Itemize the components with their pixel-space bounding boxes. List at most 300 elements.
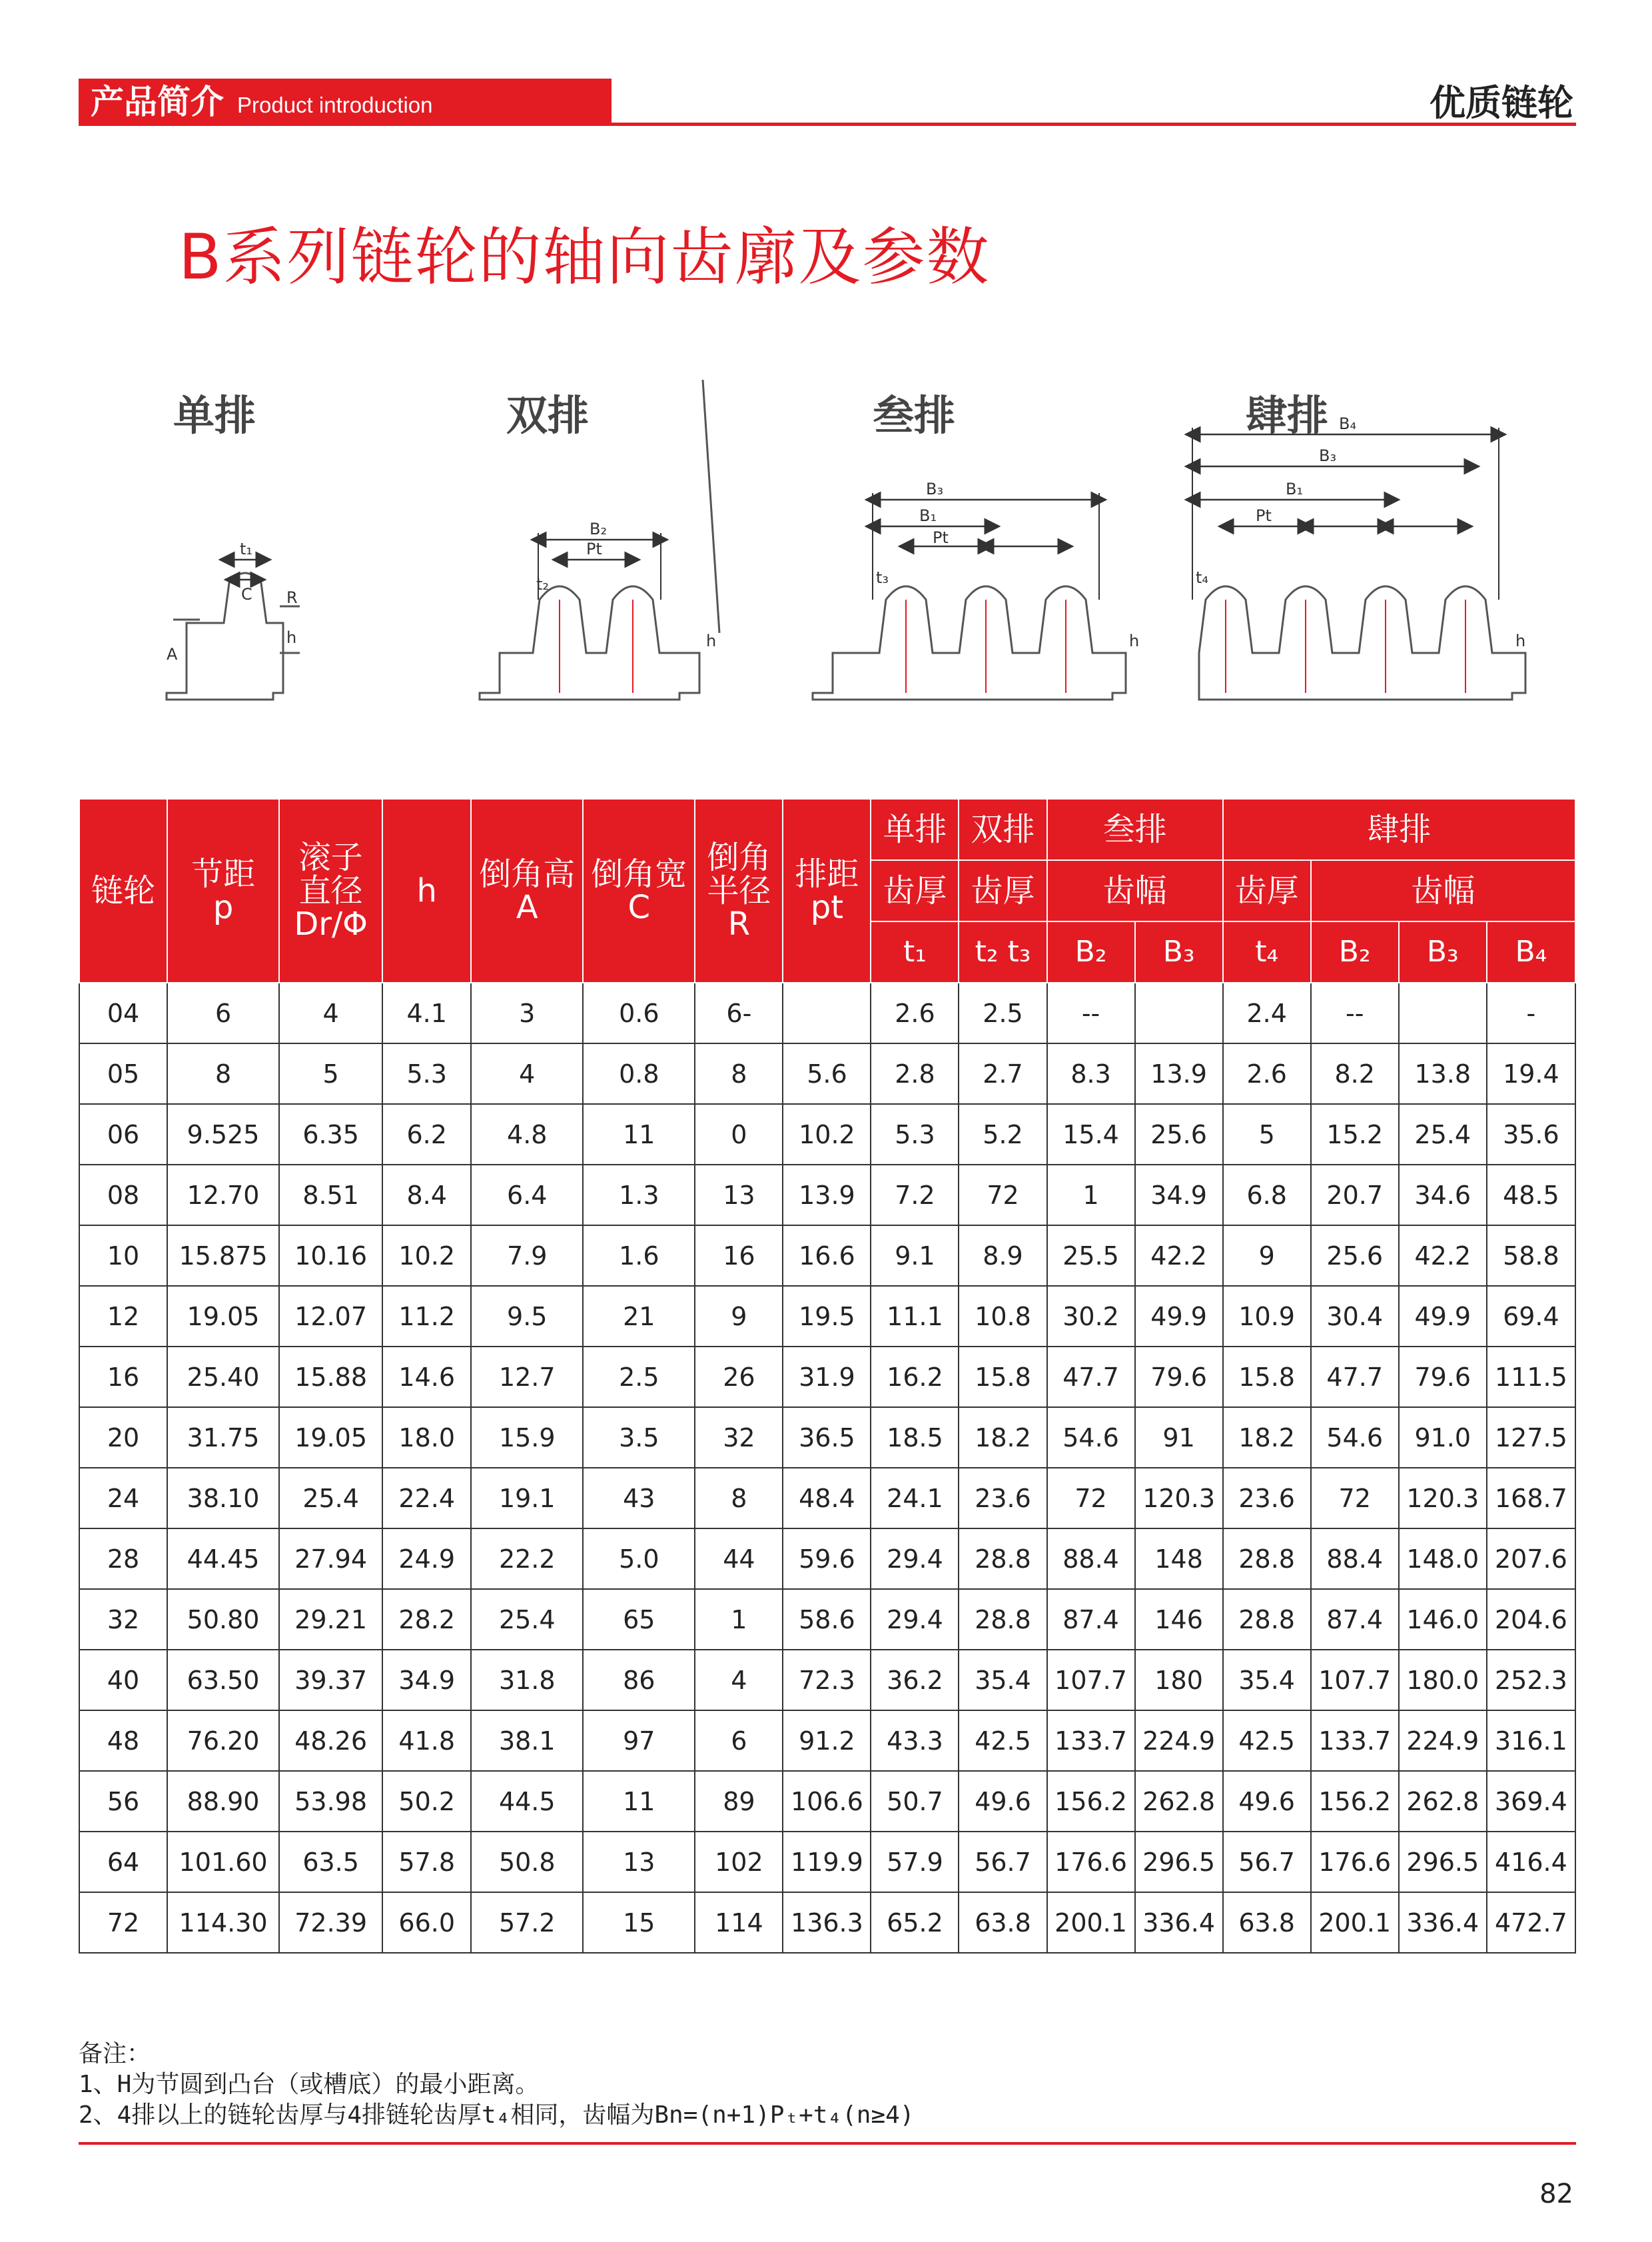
table-cell: 48.4 [783, 1468, 871, 1528]
diagram-label-quad: 肆排 [1246, 391, 1329, 440]
table-cell: 7.2 [871, 1165, 959, 1225]
table-cell: 3.5 [583, 1407, 695, 1468]
table-cell: 69.4 [1487, 1286, 1575, 1347]
table-cell: 24.1 [871, 1468, 959, 1528]
table-cell: 28.8 [1223, 1589, 1311, 1650]
table-cell: 4.1 [382, 983, 471, 1043]
table-cell: 44 [695, 1528, 783, 1589]
table-cell: 88.4 [1047, 1528, 1135, 1589]
quad-pt-label: Pt [1256, 506, 1272, 525]
table-row [79, 1407, 1575, 1468]
table-cell: 9.1 [871, 1225, 959, 1286]
table-cell: 10.2 [382, 1225, 471, 1286]
table-cell: 8.9 [959, 1225, 1046, 1286]
table-row [79, 1771, 1575, 1832]
table-cell: 23.6 [1223, 1468, 1311, 1528]
table-cell: 6 [695, 1710, 783, 1771]
table-cell: 63.50 [167, 1650, 279, 1710]
table-cell: 1.3 [583, 1165, 695, 1225]
table-cell: 31.75 [167, 1407, 279, 1468]
col-header-chamfer-height: 倒角高 A [471, 799, 583, 983]
table-cell: 97 [583, 1710, 695, 1771]
table-cell: 224.9 [1399, 1710, 1487, 1771]
table-cell: 30.4 [1311, 1286, 1399, 1347]
col-header-chamfer-radius: 倒角 半径 R [695, 799, 783, 983]
table-cell: 11 [583, 1771, 695, 1832]
table-cell: 64 [79, 1832, 167, 1892]
table-cell: 58.6 [783, 1589, 871, 1650]
col-header-t1: t₁ [871, 921, 959, 983]
table-cell: 114.30 [167, 1892, 279, 1953]
col-header-quad-b2: B₂ [1311, 921, 1399, 983]
table-cell: 10.2 [783, 1104, 871, 1165]
table-cell: 11 [583, 1104, 695, 1165]
col-header-quad: 肆排 [1223, 799, 1575, 860]
table-cell: 41.8 [382, 1710, 471, 1771]
table-cell: 28 [79, 1528, 167, 1589]
table-cell: 472.7 [1487, 1892, 1575, 1953]
table-cell: 6- [695, 983, 783, 1043]
table-cell: 10.9 [1223, 1286, 1311, 1347]
table-cell: 10 [79, 1225, 167, 1286]
table-cell: 31.8 [471, 1650, 583, 1710]
single-c-label: C [241, 585, 252, 604]
col-header-thickness-1: 齿厚 [871, 860, 959, 921]
table-cell: 6.8 [1223, 1165, 1311, 1225]
table-cell: 48 [79, 1710, 167, 1771]
table-cell: 49.6 [959, 1771, 1046, 1832]
table-cell: 5 [279, 1043, 382, 1104]
table-row [79, 1286, 1575, 1347]
col-header-width-quad: 齿幅 [1311, 860, 1575, 921]
table-cell: 107.7 [1047, 1650, 1135, 1710]
table-cell: 04 [79, 983, 167, 1043]
table-cell: 101.60 [167, 1832, 279, 1892]
table-row [79, 1347, 1575, 1407]
table-cell: 88.4 [1311, 1528, 1399, 1589]
table-cell: 42.5 [1223, 1710, 1311, 1771]
col-header-t4: t₄ [1223, 921, 1311, 983]
table-cell: 200.1 [1311, 1892, 1399, 1953]
table-cell: 2.5 [583, 1347, 695, 1407]
triple-t-label: t₃ [876, 568, 889, 587]
table-cell: 18.2 [959, 1407, 1046, 1468]
table-cell: 56.7 [1223, 1832, 1311, 1892]
table-cell: 72.39 [279, 1892, 382, 1953]
col-header-quad-b4: B₄ [1487, 921, 1575, 983]
table-cell: 58.8 [1487, 1225, 1575, 1286]
table-cell: 49.6 [1223, 1771, 1311, 1832]
table-cell: 16 [695, 1225, 783, 1286]
col-header-quad-b3: B₃ [1399, 921, 1487, 983]
table-cell: 87.4 [1311, 1589, 1399, 1650]
col-header-width-triple: 齿幅 [1047, 860, 1223, 921]
quad-t-label: t₄ [1196, 568, 1209, 587]
table-cell: 25.4 [1399, 1104, 1487, 1165]
col-header-thickness-2: 齿厚 [959, 860, 1046, 921]
table-cell: 38.10 [167, 1468, 279, 1528]
table-cell: 9.5 [471, 1286, 583, 1347]
table-cell: 31.9 [783, 1347, 871, 1407]
table-cell: 89 [695, 1771, 783, 1832]
table-cell: 25.40 [167, 1347, 279, 1407]
table-cell: 06 [79, 1104, 167, 1165]
table-cell: 146.0 [1399, 1589, 1487, 1650]
table-cell: 72 [1311, 1468, 1399, 1528]
table-cell: 252.3 [1487, 1650, 1575, 1710]
table-cell: 91 [1135, 1407, 1223, 1468]
table-cell: 29.4 [871, 1528, 959, 1589]
double-pt-label: Pt [586, 540, 602, 558]
sprocket-parameter-table [79, 798, 1576, 1954]
table-cell: 39.37 [279, 1650, 382, 1710]
table-cell: 156.2 [1311, 1771, 1399, 1832]
diagram-label-single: 单排 [173, 391, 256, 440]
single-r-label: R [286, 588, 298, 607]
table-cell: 19.4 [1487, 1043, 1575, 1104]
table-cell: 79.6 [1399, 1347, 1487, 1407]
table-cell: 16.2 [871, 1347, 959, 1407]
diagram-label-double: 双排 [506, 391, 590, 440]
table-cell: 6 [167, 983, 279, 1043]
table-cell: 15.8 [959, 1347, 1046, 1407]
table-cell: 8.51 [279, 1165, 382, 1225]
table-cell: 8 [695, 1043, 783, 1104]
double-b2-label: B₂ [590, 520, 608, 538]
table-cell: 5.3 [382, 1043, 471, 1104]
table-cell: 19.05 [279, 1407, 382, 1468]
table-cell: 180 [1135, 1650, 1223, 1710]
table-cell: 127.5 [1487, 1407, 1575, 1468]
table-row [79, 1892, 1575, 1953]
table-cell: 56 [79, 1771, 167, 1832]
table-cell: 28.2 [382, 1589, 471, 1650]
table-cell: 19.5 [783, 1286, 871, 1347]
table-cell: 57.9 [871, 1832, 959, 1892]
table-cell: 18.5 [871, 1407, 959, 1468]
table-cell: 34.9 [1135, 1165, 1223, 1225]
table-cell: 1.6 [583, 1225, 695, 1286]
table-cell: 72 [79, 1892, 167, 1953]
double-t-label: t₂ [536, 575, 550, 594]
table-cell: 111.5 [1487, 1347, 1575, 1407]
header-title-cn: 产品简介 [91, 83, 224, 121]
table-cell: 42.2 [1135, 1225, 1223, 1286]
table-cell: 11.1 [871, 1286, 959, 1347]
table-cell: 5.6 [783, 1043, 871, 1104]
table-cell: 86 [583, 1650, 695, 1710]
table-cell: 0 [695, 1104, 783, 1165]
table-cell: 50.80 [167, 1589, 279, 1650]
quad-b3-label: B₃ [1319, 446, 1337, 465]
table-cell: 2.5 [959, 983, 1046, 1043]
col-header-thickness-4: 齿厚 [1223, 860, 1311, 921]
table-cell: 25.4 [471, 1589, 583, 1650]
single-t1-label: t₁ [240, 540, 253, 558]
double-h-label: h [706, 632, 717, 650]
table-cell [1399, 983, 1487, 1043]
table-cell: 91.0 [1399, 1407, 1487, 1468]
table-cell: 13.8 [1399, 1043, 1487, 1104]
table-cell: 63.5 [279, 1832, 382, 1892]
table-cell: 18.0 [382, 1407, 471, 1468]
table-cell: 207.6 [1487, 1528, 1575, 1589]
table-cell: 72 [959, 1165, 1046, 1225]
table-cell: 136.3 [783, 1892, 871, 1953]
table-cell: 8.2 [1311, 1043, 1399, 1104]
table-cell: 25.6 [1135, 1104, 1223, 1165]
table-row [79, 1710, 1575, 1771]
table-cell: 26 [695, 1347, 783, 1407]
table-cell: 43 [583, 1468, 695, 1528]
table-cell: 15.8 [1223, 1347, 1311, 1407]
table-cell: 1 [1047, 1165, 1135, 1225]
table-cell: 91.2 [783, 1710, 871, 1771]
table-cell: 42.2 [1399, 1225, 1487, 1286]
tooth-profile-diagrams [147, 380, 1532, 753]
col-header-triple: 叁排 [1047, 799, 1223, 860]
header-title-en: Product introduction [237, 93, 433, 117]
table-cell: 35.4 [1223, 1650, 1311, 1710]
table-cell: 48.5 [1487, 1165, 1575, 1225]
table-cell: 296.5 [1399, 1832, 1487, 1892]
table-cell: 13.9 [783, 1165, 871, 1225]
table-row [79, 1104, 1575, 1165]
table-cell: 28.8 [1223, 1528, 1311, 1589]
table-cell: 48.26 [279, 1710, 382, 1771]
col-header-single: 单排 [871, 799, 959, 860]
double-row-profile [480, 586, 699, 700]
table-cell: 200.1 [1047, 1892, 1135, 1953]
table-cell: 35.4 [959, 1650, 1046, 1710]
table-cell: 316.1 [1487, 1710, 1575, 1771]
table-cell: 10.16 [279, 1225, 382, 1286]
table-row [79, 1468, 1575, 1528]
table-cell: 32 [695, 1407, 783, 1468]
table-cell: 12 [79, 1286, 167, 1347]
table-cell: 262.8 [1399, 1771, 1487, 1832]
page-title: B系列链轮的轴向齿廓及参数 [179, 221, 991, 294]
table-row [79, 1225, 1575, 1286]
table-cell: 12.7 [471, 1347, 583, 1407]
table-cell: 29.4 [871, 1589, 959, 1650]
triple-b3-label: B₃ [926, 480, 944, 498]
col-header-pitch: 节距 p [167, 799, 279, 983]
table-cell: 7.9 [471, 1225, 583, 1286]
triple-h-label: h [1129, 632, 1140, 650]
table-cell: 10.8 [959, 1286, 1046, 1347]
table-cell: 9 [695, 1286, 783, 1347]
table-cell: 12.07 [279, 1286, 382, 1347]
table-cell: 4.8 [471, 1104, 583, 1165]
table-cell: 6.35 [279, 1104, 382, 1165]
table-cell: - [1487, 983, 1575, 1043]
table-cell: 63.8 [959, 1892, 1046, 1953]
table-row [79, 983, 1575, 1043]
table-cell: 36.5 [783, 1407, 871, 1468]
table-cell: 25.5 [1047, 1225, 1135, 1286]
table-cell: 2.6 [871, 983, 959, 1043]
table-cell: 54.6 [1311, 1407, 1399, 1468]
table-row [79, 1165, 1575, 1225]
table-cell: 34.9 [382, 1650, 471, 1710]
table-cell: 49.9 [1135, 1286, 1223, 1347]
table-cell: 3 [471, 983, 583, 1043]
table-cell: 43.3 [871, 1710, 959, 1771]
table-cell: 42.5 [959, 1710, 1046, 1771]
table-cell: 120.3 [1399, 1468, 1487, 1528]
notes-title: 备注： [79, 2040, 151, 2067]
table-cell: 6.2 [382, 1104, 471, 1165]
header-divider [79, 123, 1576, 126]
table-cell: 11.2 [382, 1286, 471, 1347]
quad-b4-label: B₄ [1339, 414, 1357, 433]
table-cell: 24 [79, 1468, 167, 1528]
table-cell: 15.2 [1311, 1104, 1399, 1165]
table-cell: 336.4 [1399, 1892, 1487, 1953]
table-cell: 6.4 [471, 1165, 583, 1225]
col-header-double: 双排 [959, 799, 1046, 860]
table-cell: 25.4 [279, 1468, 382, 1528]
diagram-label-triple: 叁排 [873, 391, 956, 440]
table-cell: 8.3 [1047, 1043, 1135, 1104]
table-cell: 57.8 [382, 1832, 471, 1892]
table-cell: 29.21 [279, 1589, 382, 1650]
table-cell: 224.9 [1135, 1710, 1223, 1771]
table-cell: 9 [1223, 1225, 1311, 1286]
table-cell: 2.8 [871, 1043, 959, 1104]
table-cell: 50.2 [382, 1771, 471, 1832]
table-cell: 50.7 [871, 1771, 959, 1832]
table-cell: 59.6 [783, 1528, 871, 1589]
table-cell: 65.2 [871, 1892, 959, 1953]
table-cell: 9.525 [167, 1104, 279, 1165]
table-cell: 88.90 [167, 1771, 279, 1832]
table-row [79, 1650, 1575, 1710]
single-row-profile [167, 573, 283, 700]
table-cell: 28.8 [959, 1528, 1046, 1589]
col-header-row-pitch: 排距 pt [783, 799, 871, 983]
table-cell: 24.9 [382, 1528, 471, 1589]
table-cell: 66.0 [382, 1892, 471, 1953]
table-cell: 72.3 [783, 1650, 871, 1710]
table-cell: 47.7 [1047, 1347, 1135, 1407]
table-cell: 5.3 [871, 1104, 959, 1165]
table-cell [783, 983, 871, 1043]
table-cell: 57.2 [471, 1892, 583, 1953]
table-cell: 336.4 [1135, 1892, 1223, 1953]
table-cell: 38.1 [471, 1710, 583, 1771]
page-number: 82 [1539, 2179, 1573, 2209]
table-cell: 15.9 [471, 1407, 583, 1468]
table-cell: 15.88 [279, 1347, 382, 1407]
table-cell: 23.6 [959, 1468, 1046, 1528]
table-cell: 54.6 [1047, 1407, 1135, 1468]
triple-b1-label: B₁ [919, 506, 937, 525]
quad-h-label: h [1515, 632, 1526, 650]
table-cell: 13.9 [1135, 1043, 1223, 1104]
table-cell: 4 [471, 1043, 583, 1104]
table-cell: 156.2 [1047, 1771, 1135, 1832]
col-header-t23: t₂ t₃ [959, 921, 1046, 983]
table-cell: 148.0 [1399, 1528, 1487, 1589]
single-a-label: A [167, 645, 178, 664]
triple-row-profile [813, 586, 1126, 700]
table-cell: 148 [1135, 1528, 1223, 1589]
col-header-roller: 滚子 直径 Dr/Φ [279, 799, 382, 983]
table-cell: 15.875 [167, 1225, 279, 1286]
table-cell: 19.1 [471, 1468, 583, 1528]
table-cell: 1 [695, 1589, 783, 1650]
single-h-label: h [286, 628, 297, 647]
table-cell: 53.98 [279, 1771, 382, 1832]
table-cell: 16 [79, 1347, 167, 1407]
col-header-sprocket: 链轮 [79, 799, 167, 983]
notes [79, 2039, 915, 2131]
col-header-chamfer-width: 倒角宽 C [583, 799, 695, 983]
table-cell: 65 [583, 1589, 695, 1650]
table-cell: 08 [79, 1165, 167, 1225]
table-cell: 16.6 [783, 1225, 871, 1286]
table-cell: 369.4 [1487, 1771, 1575, 1832]
table-cell: 102 [695, 1832, 783, 1892]
table-cell: 2.7 [959, 1043, 1046, 1104]
table-cell: -- [1047, 983, 1135, 1043]
quad-b1-label: B₁ [1286, 480, 1304, 498]
table-cell: 32 [79, 1589, 167, 1650]
table-cell: 120.3 [1135, 1468, 1223, 1528]
table-cell: 416.4 [1487, 1832, 1575, 1892]
table-cell: 72 [1047, 1468, 1135, 1528]
table-cell: 47.7 [1311, 1347, 1399, 1407]
note-1: 1、H为节圆到凸台（或槽底）的最小距离。 [79, 2071, 540, 2098]
table-cell: 8 [167, 1043, 279, 1104]
table-cell: 5 [1223, 1104, 1311, 1165]
table-cell: 8.4 [382, 1165, 471, 1225]
table-cell: 8 [695, 1468, 783, 1528]
table-cell: 35.6 [1487, 1104, 1575, 1165]
table-cell: 27.94 [279, 1528, 382, 1589]
col-header-b3: B₃ [1135, 921, 1223, 983]
table-body [79, 983, 1575, 1953]
table-cell: 30.2 [1047, 1286, 1135, 1347]
table-cell: 25.6 [1311, 1225, 1399, 1286]
table-cell: 28.8 [959, 1589, 1046, 1650]
table-cell: 79.6 [1135, 1347, 1223, 1407]
table-cell: 22.4 [382, 1468, 471, 1528]
table-cell: -- [1311, 983, 1399, 1043]
table-cell: 2.4 [1223, 983, 1311, 1043]
quad-row-profile [1199, 586, 1525, 700]
table-row [79, 1043, 1575, 1104]
footer-divider [79, 2142, 1576, 2145]
table-cell: 204.6 [1487, 1589, 1575, 1650]
table-cell: 262.8 [1135, 1771, 1223, 1832]
table-row [79, 1589, 1575, 1650]
table-cell: 15 [583, 1892, 695, 1953]
table-cell: 5.2 [959, 1104, 1046, 1165]
table-cell: 0.6 [583, 983, 695, 1043]
table-cell: 107.7 [1311, 1650, 1399, 1710]
table-cell: 21 [583, 1286, 695, 1347]
table-cell: 56.7 [959, 1832, 1046, 1892]
table-cell: 63.8 [1223, 1892, 1311, 1953]
table-cell: 176.6 [1047, 1832, 1135, 1892]
table-cell: 15.4 [1047, 1104, 1135, 1165]
table-cell: 13 [583, 1832, 695, 1892]
table-cell [1135, 983, 1223, 1043]
table-cell: 20.7 [1311, 1165, 1399, 1225]
